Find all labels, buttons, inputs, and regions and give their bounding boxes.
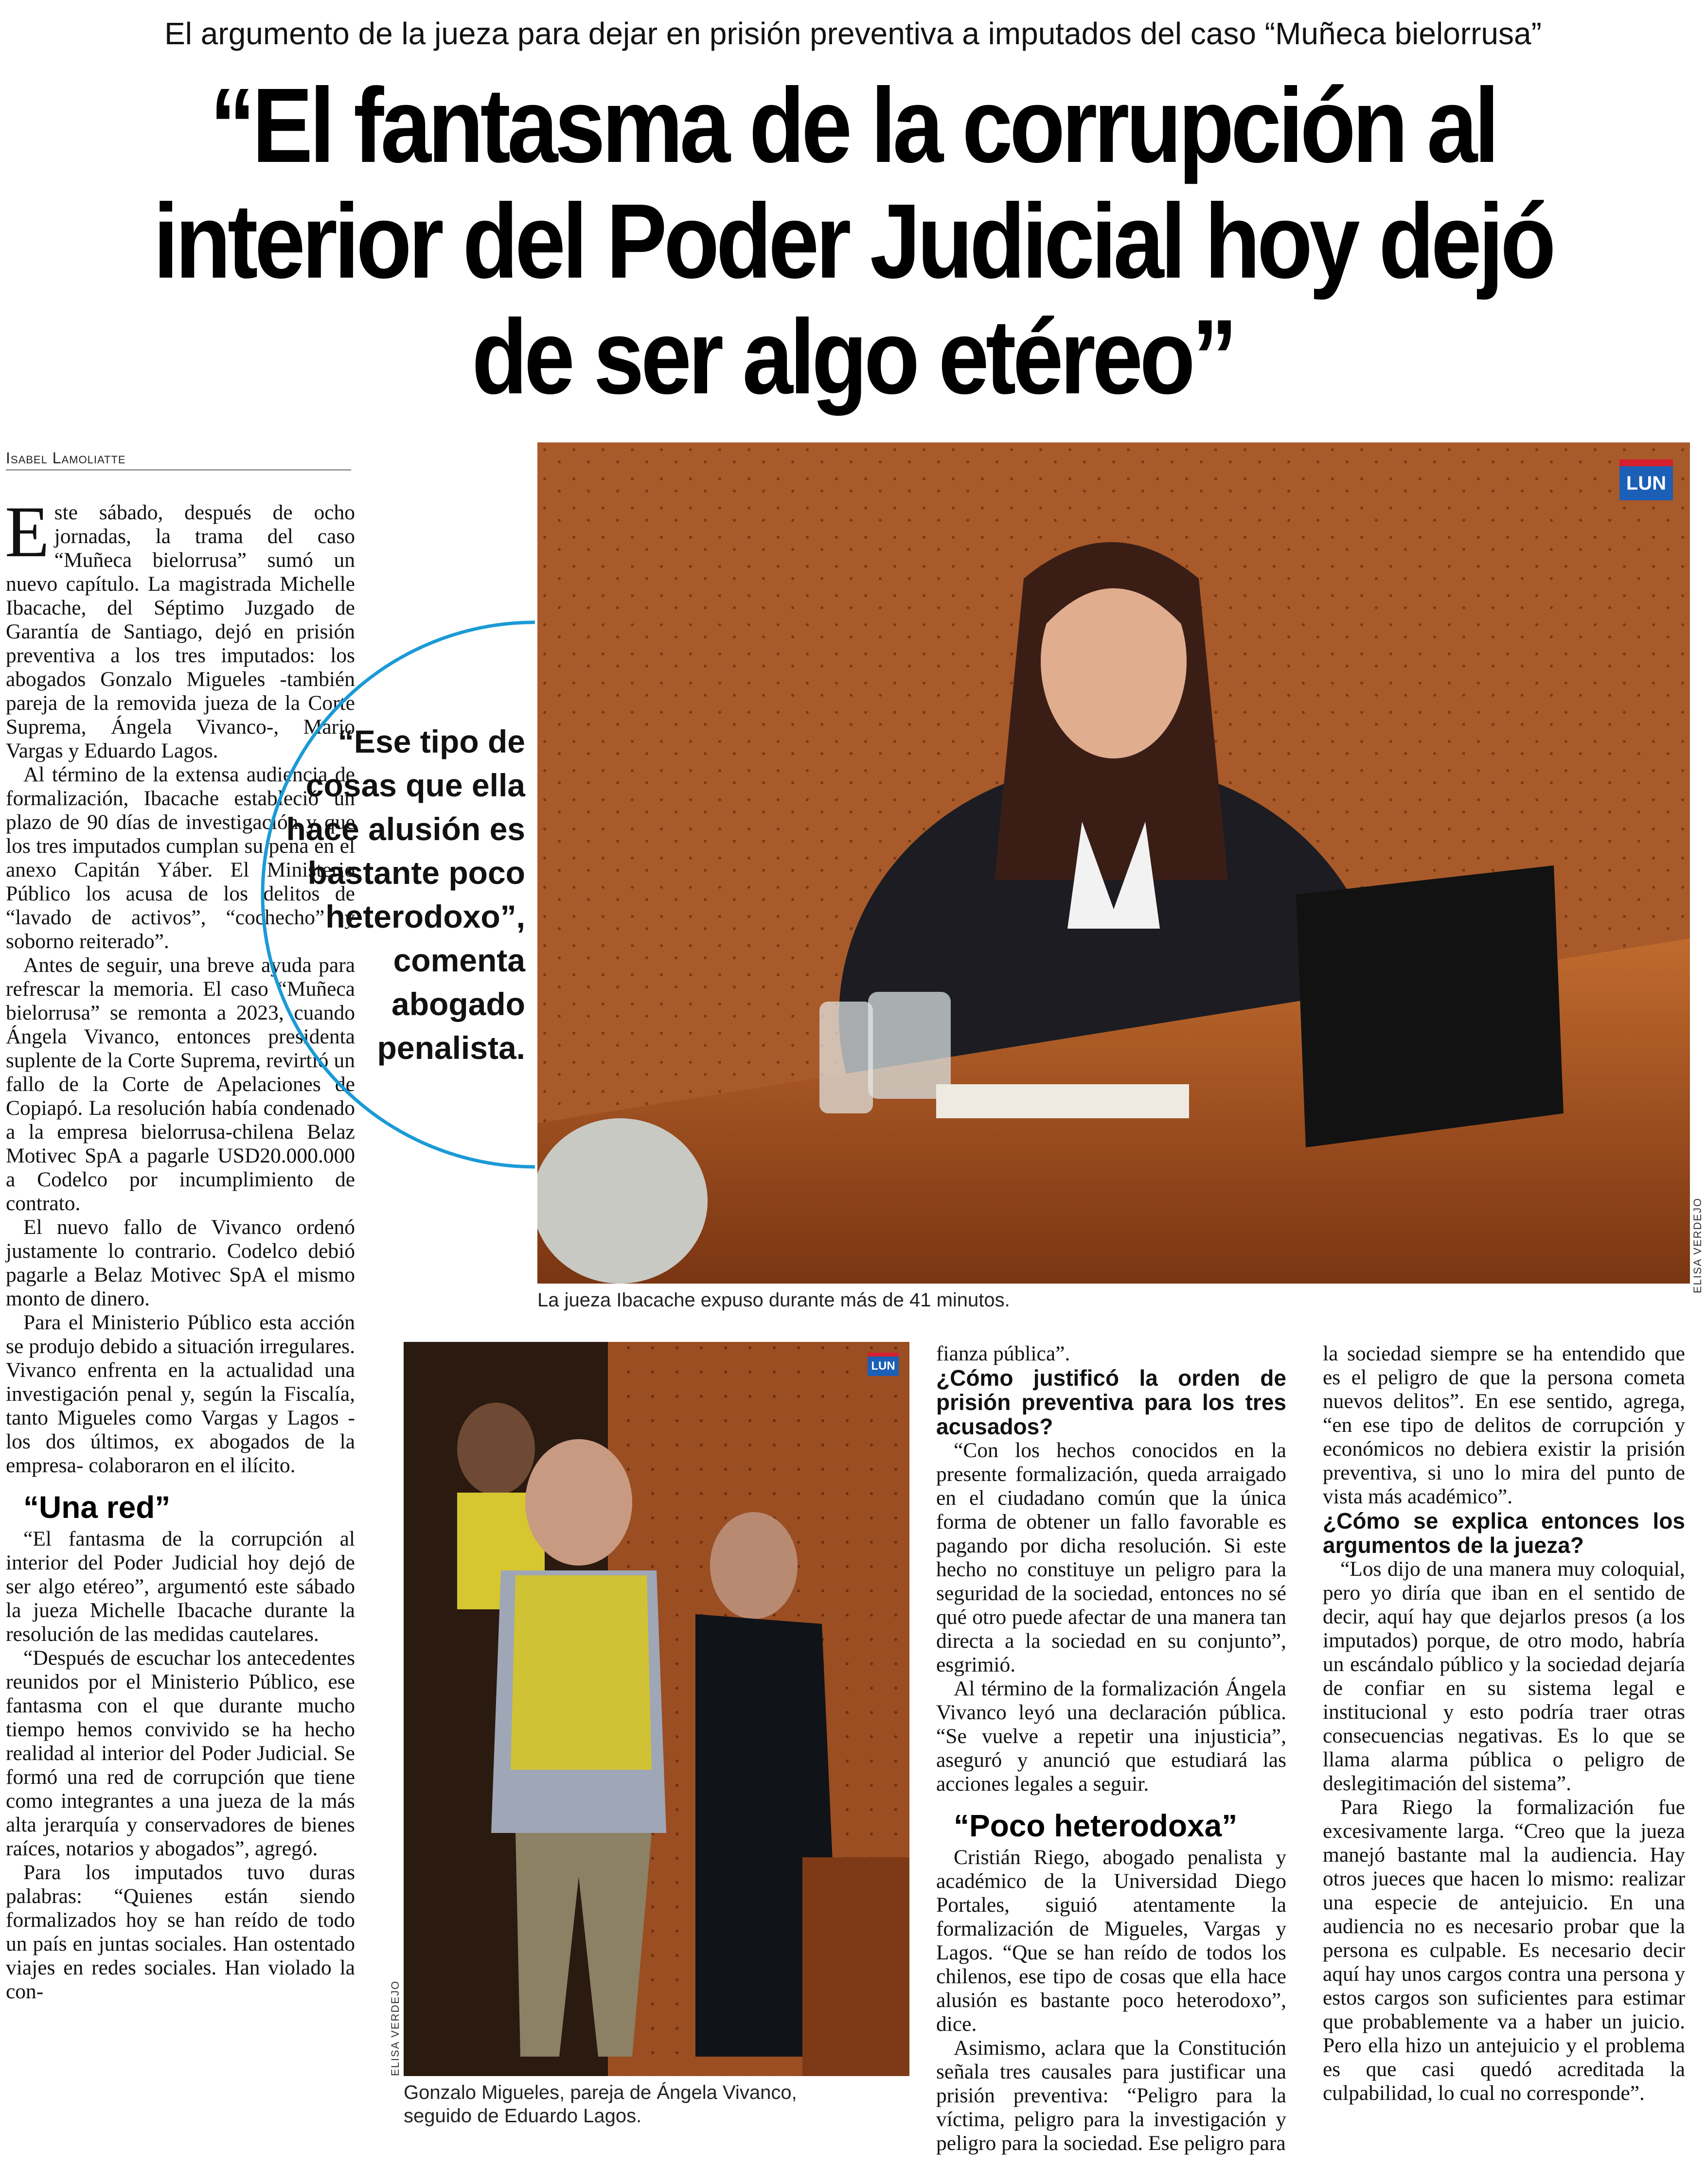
question: ¿Cómo justificó la orden de prisión preventiva para los tres acusados?: [936, 1365, 1286, 1439]
photo-caption-line: Gonzalo Migueles, pareja de Ángela Vivanco,: [404, 2082, 797, 2103]
lun-logo: LUN: [1619, 459, 1673, 500]
paragraph: Este sábado, después de ocho jornadas, la trama del caso “Muñeca bielorrusa” sumó un nuevo capítulo. La magistrada Michelle Ibacache, del Séptimo Juzgado de Garantía de Santiago, dejó en prisión preventiva a los tres imputados: los abogados Gonzalo Migueles -también pareja de la removida jueza de la Corte Suprema, Ángela Vivanco-, Mario Vargas y Eduardo Lagos.: [5, 492, 355, 762]
paragraph: Antes de seguir, una breve ayuda para refrescar la memoria. El caso “Muñeca bielorrusa” se remonta a 2023, cuando Ángela Vivanco, entonces presidenta suplente de la Corte Suprema, revirtió un fallo de la Corte de Apelaciones de Copiapó. La resolución había condenado a la empresa bielorrusa-chilena Belaz Motivec SpA a pagarle USD20.000.000 a Codelco por incumplimiento de contrato.: [6, 953, 355, 1215]
photo-credit: ELISA VERDEJO: [389, 1980, 401, 2076]
paragraph: Cristián Riego, abogado penalista y académico de la Universidad Diego Portales, siguió atentamente la formalización de Migueles, Vargas y Lagos. “Que se han reído de todos los chilenos, ese tipo de cosas que ella hace alusión es bastante poco heterodoxo”, dice.: [936, 1846, 1286, 2036]
column-3: [936, 1342, 1286, 2155]
lun-logo: LUN: [868, 1353, 899, 1376]
headline-line-1: “El fantasma de la corrupción al: [210, 67, 1496, 185]
paragraph: Al término de la formalización Ángela Vivanco leyó una declaración pública. “Se vuelve a repetir una injusticia”, aseguró y anunció que estudiará las acciones legales a seguir.: [936, 1677, 1286, 1796]
paragraph: la sociedad siempre se ha entendido que es el peligro de que la persona cometa nuevos delitos”. En ese sentido, agrega, “en ese tipo de delitos de corrupción y económicos no debiera existir la prisión preventiva, si uno lo mira del punto de vista más académico”.: [1323, 1342, 1685, 1508]
photo-caption: La jueza Ibacache expuso durante más de 41 minutos.: [537, 1289, 1010, 1311]
photo-suspects: [404, 1342, 909, 2076]
question: ¿Cómo se explica entonces los argumentos de la jueza?: [1323, 1508, 1685, 1558]
column-4: [1323, 1342, 1685, 2105]
headline-line-2: interior del Poder Judicial hoy dejó: [153, 182, 1553, 300]
paragraph: “Con los hechos conocidos en la presente formalización, queda arraigado en el ciudadano común que la única forma de obtener un fallo favorable es pagando por dicha resolución. Si este hecho no constituye un peligro para la seguridad de la sociedad, entonces no sé qué otro puede afectar de una manera tan directa a la sociedad en su conjunto”, esgrimió.: [936, 1439, 1286, 1676]
byline: Isabel Lamoliatte: [6, 449, 351, 471]
paragraph: Para Riego la formalización fue excesivamente larga. “Creo que la jueza manejó bastante mal la audiencia. Hay otros jueces que hacen lo mismo: realizar una especie de antejuicio. En una audiencia no es necesario probar que la persona es culpable. Es necesario decir aquí hay unos cargos contra una persona y estos cargos son suficientes para estimar que probablemente va a haber un juicio. Pero ella hizo un antejuicio y el problema es que casi quedó acreditada la culpabilidad, lo cual no corresponde”.: [1323, 1796, 1685, 2105]
paragraph: “Los dijo de una manera muy coloquial, pero yo diría que iban en el sentido de decir, aquí hay que dejarlos presos (a los imputados) porque, de otro modo, habría un escándalo público y la sociedad dejaría de confiar en su sistema legal e institucional y esto podría traer otras consecuencias negativas. Es lo que se llama alarma pública o peligro de deslegitimación del sistema”.: [1323, 1557, 1685, 1795]
paragraph: “Después de escuchar los antecedentes reunidos por el Ministerio Público, ese fantasma con el que durante mucho tiempo hemos convivido se ha hecho realidad al interior del Poder Judicial. Se formó una red de corrupción que tiene como integrantes a una jueza de la más alta jerarquía y conservadores de bienes raíces, notarios y abogados”, agregó.: [6, 1646, 355, 1860]
paragraph: Para el Ministerio Público esta acción se produjo debido a situación irregulares. Vivanco enfrenta en la actualidad una investigación penal y, según la Fiscalía, tanto Migueles como Vargas y Lagos -los dos últimos, ex abogados de la empresa- colaboraron en el ilícito.: [6, 1311, 355, 1477]
paragraph: El nuevo fallo de Vivanco ordenó justamente lo contrario. Codelco debió pagarle a Belaz Motivec SpA el mismo monto de dinero.: [6, 1215, 355, 1310]
headline: [120, 68, 1587, 415]
photo-credit: ELISA VERDEJO: [1691, 1197, 1704, 1293]
paragraph: fianza pública”.: [936, 1342, 1070, 1365]
paragraph: Para los imputados tuvo duras palabras: “Quienes están siendo formalizados hoy se han reído de todo un país en juntas sociales. Han ostentado viajes en redes sociales. Han violado la con-: [6, 1861, 355, 2003]
paragraph: “El fantasma de la corrupción al interior del Poder Judicial hoy dejó de ser algo etéreo”, argumentó este sábado la jueza Michelle Ibacache durante la resolución de las medidas cautelares.: [6, 1527, 355, 1646]
paragraph: Asimismo, aclara que la Constitución señala tres causales para justificar una prisión preventiva: “Peligro para la víctima, peligro para la investigación y peligro para la sociedad. Ese peligro para: [936, 2036, 1286, 2155]
drop-cap: E: [5, 492, 50, 572]
pull-quote: “Ese tipo de cosas que ella hace alusión es bastante poco heterodoxo”, comenta abogado penalista.: [286, 723, 525, 1066]
kicker: El argumento de la jueza para dejar en prisión preventiva a imputados del caso “Muñeca bielorrusa”: [164, 16, 1542, 51]
photo-caption: [404, 2081, 909, 2128]
photo-caption-line: seguido de Eduardo Lagos.: [404, 2105, 642, 2127]
paragraph: Al término de la extensa audiencia de formalización, Ibacache estableció un plazo de 90 días de investigación y que los tres imputados cumplan su pena en el anexo Capitán Yáber. El Ministerio Público los acusa de los delitos de “lavado de activos”, “cochecho” y soborno reiterado”.: [6, 763, 355, 953]
headline-line-3: de ser algo etéreo”: [472, 298, 1234, 416]
subheading-una-red: “Una red”: [23, 1490, 171, 1525]
photo-judge: [537, 442, 1690, 1284]
subheading-poco-heterodoxa: “Poco heterodoxa”: [954, 1808, 1238, 1843]
